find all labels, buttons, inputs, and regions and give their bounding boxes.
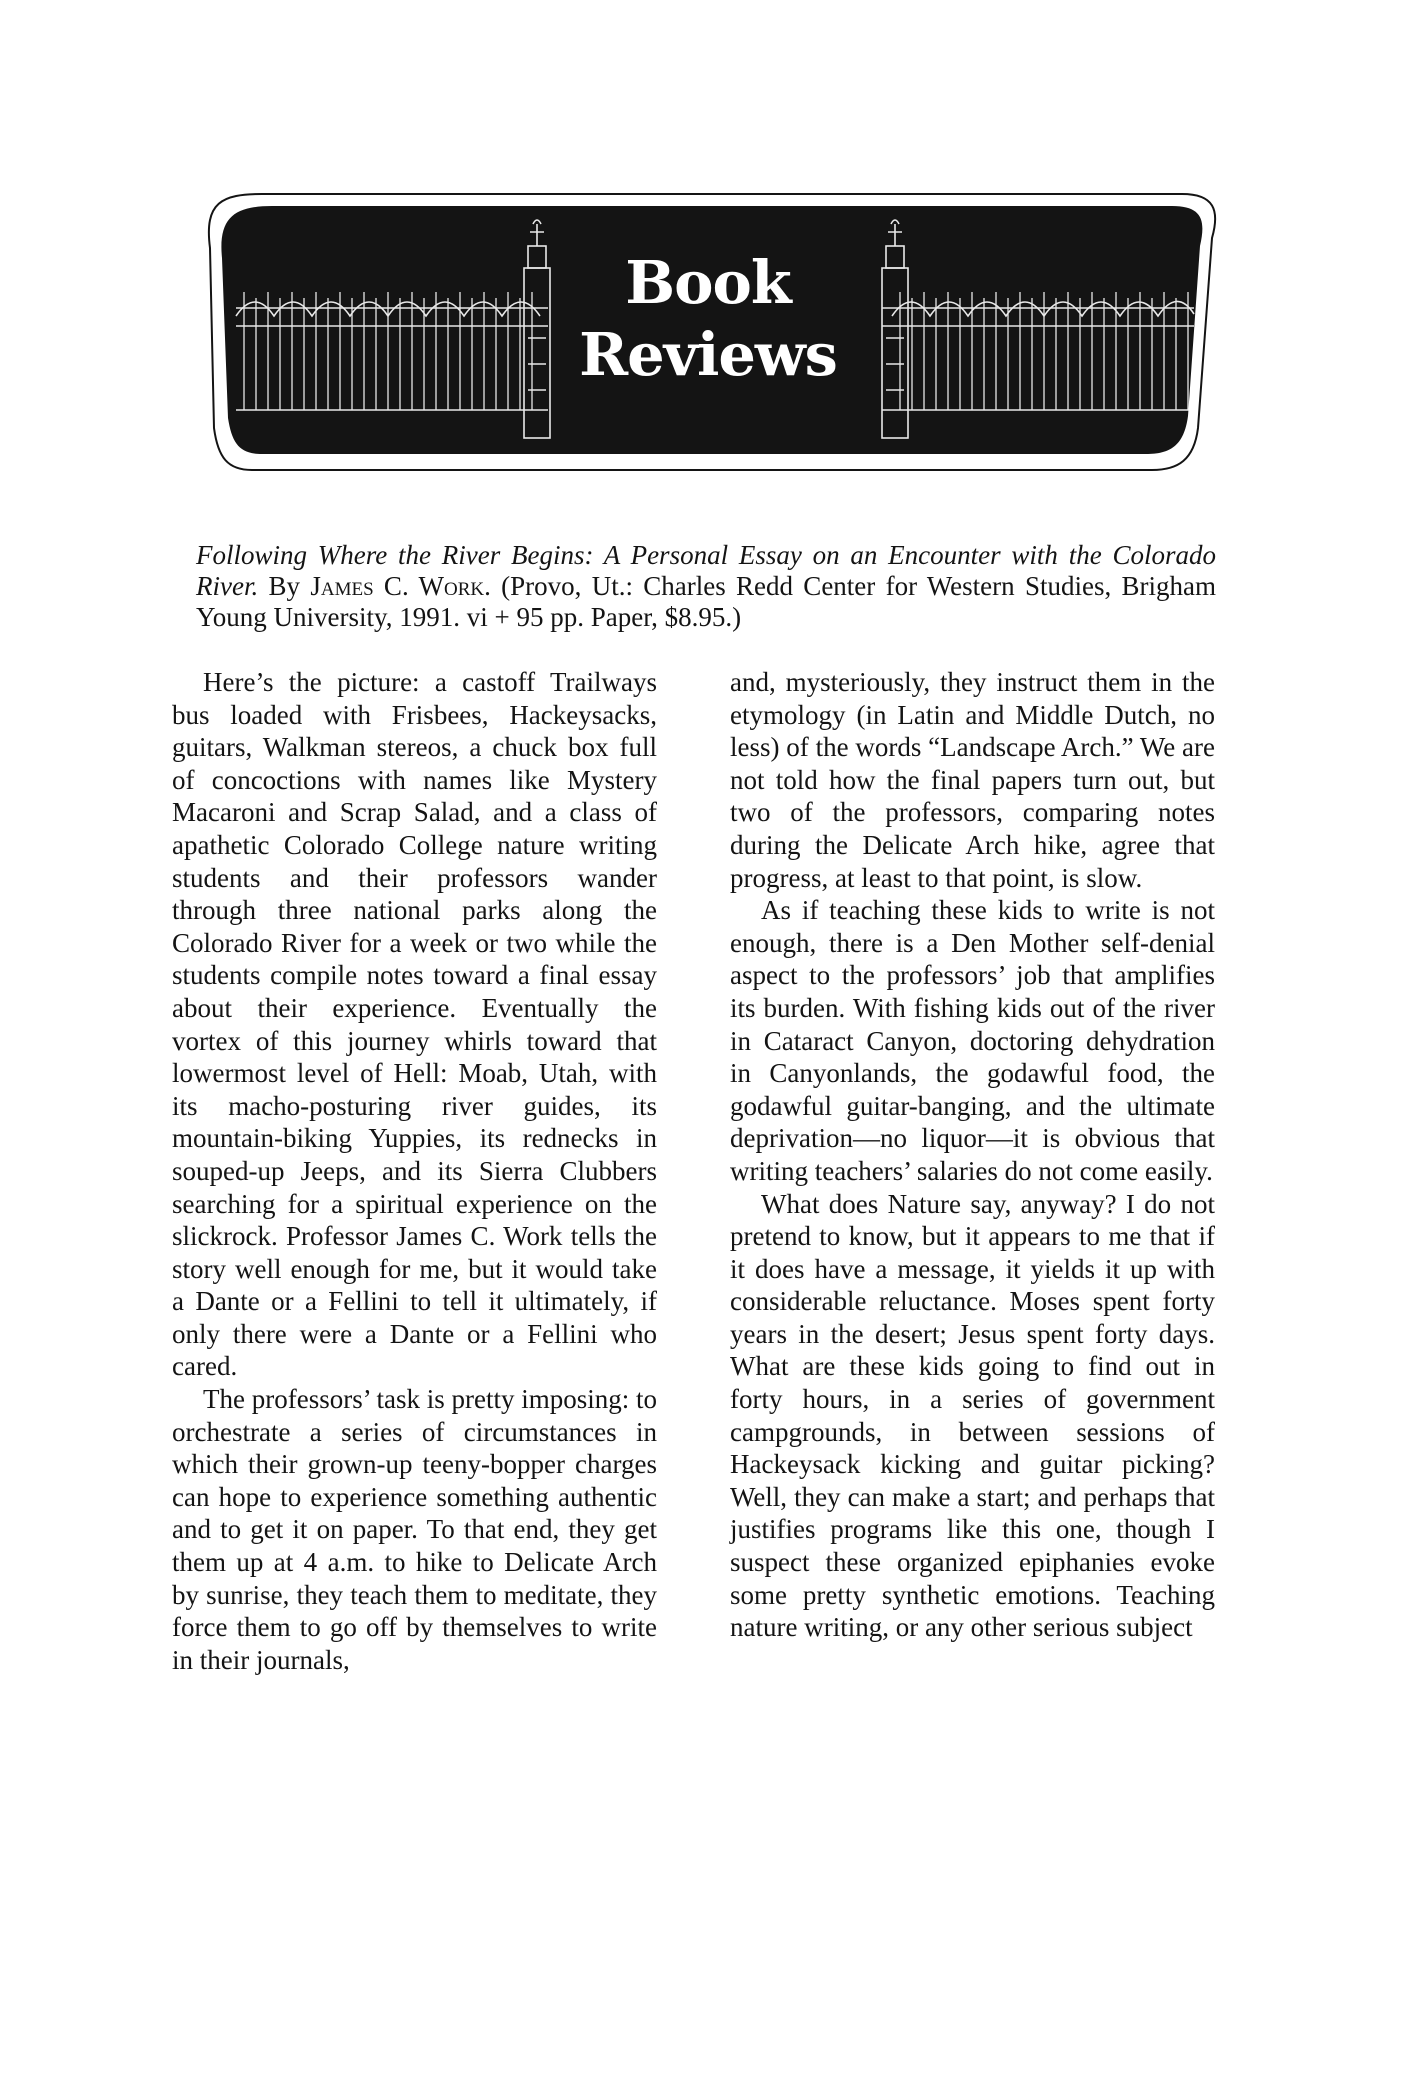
book-citation bbox=[196, 540, 1216, 633]
body-paragraph: What does Nature say, anyway? I do not pretend to know, but it appears to me that if it does have a message, it yields it up with considerable reluctance. Moses spent forty years in the desert; Jesus spent forty days. What are these kids going to find out in forty hours, in a series of government campgrounds, in between sessions of Hackeysack kicking and guitar picking? Well, they can make a start; and perhaps that justifies programs like this one, though I suspect these organized epiphanies evoke some pretty synthetic emotions. Teaching nature writing, or any other serious subject bbox=[730, 1188, 1215, 1643]
title-line-2: Reviews bbox=[579, 320, 837, 389]
book-author: James C. Work. bbox=[310, 571, 491, 601]
body-column-left bbox=[172, 666, 657, 1676]
body-paragraph: Here’s the picture: a castoff Trailways bus loaded with Frisbees, Hackeysacks, guitars, Walkman stereos, a chuck box full of concoctions with names like Mystery Macaroni and Scrap Salad, and a class of apathetic Colorado College nature writing students and their professors wander through three national parks along the Colorado River for a week or two while the students compile notes toward a final essay about their experience. Eventually the vortex of this journey whirls toward that lowermost level of Hell: Moab, Utah, with its macho-posturing river guides, its mountain-biking Yuppies, its rednecks in souped-up Jeeps, and its Sierra Clubbers searching for a spiritual experience on the slickrock. Professor James C. Work tells the story well enough for me, but it would take a Dante or a Fellini to tell it ultimately, if only there were a Dante or a Fellini who cared. bbox=[172, 667, 657, 1382]
book-title: Following Where the River Begins: A Personal Essay on an Encounter with the Colorado River. bbox=[196, 540, 1216, 601]
title-line-1: Book bbox=[625, 248, 791, 317]
body-paragraph: and, mysteriously, they instruct them in the etymology (in Latin and Middle Dutch, no less) of the words “Landscape Arch.” We are not told how the final papers turn out, but two of the professors, comparing notes during the Delicate Arch hike, agree that progress, at least to that point, is slow. bbox=[730, 667, 1215, 893]
body-paragraph: As if teaching these kids to write is not enough, there is a Den Mother self-denial aspect to the professors’ job that amplifies its burden. With fishing kids out of the river in Cataract Canyon, doctoring dehydration in Canyonlands, the godawful food, the godawful guitar-banging, and the ultimate deprivation—no liquor—it is obvious that writing teachers’ salaries do not come easily. bbox=[730, 895, 1215, 1186]
body-paragraph: The professors’ task is pretty imposing: to orchestrate a series of circumstances in which their grown-up teeny-bopper charges can hope to experience something authentic and to get it on paper. To that end, they get them up at 4 a.m. to hike to Delicate Arch by sunrise, they teach them to meditate, they force them to go off by themselves to write in their journals, bbox=[172, 1384, 657, 1675]
citation-by: By bbox=[268, 571, 301, 601]
body-column-right bbox=[730, 666, 1215, 1644]
publication-info: (Provo, Ut.: Charles Redd Center for Western Studies, Brigham Young University, 1991. vi + 95 pp. Paper, $8.95.) bbox=[196, 571, 1216, 632]
page-title bbox=[548, 247, 868, 391]
